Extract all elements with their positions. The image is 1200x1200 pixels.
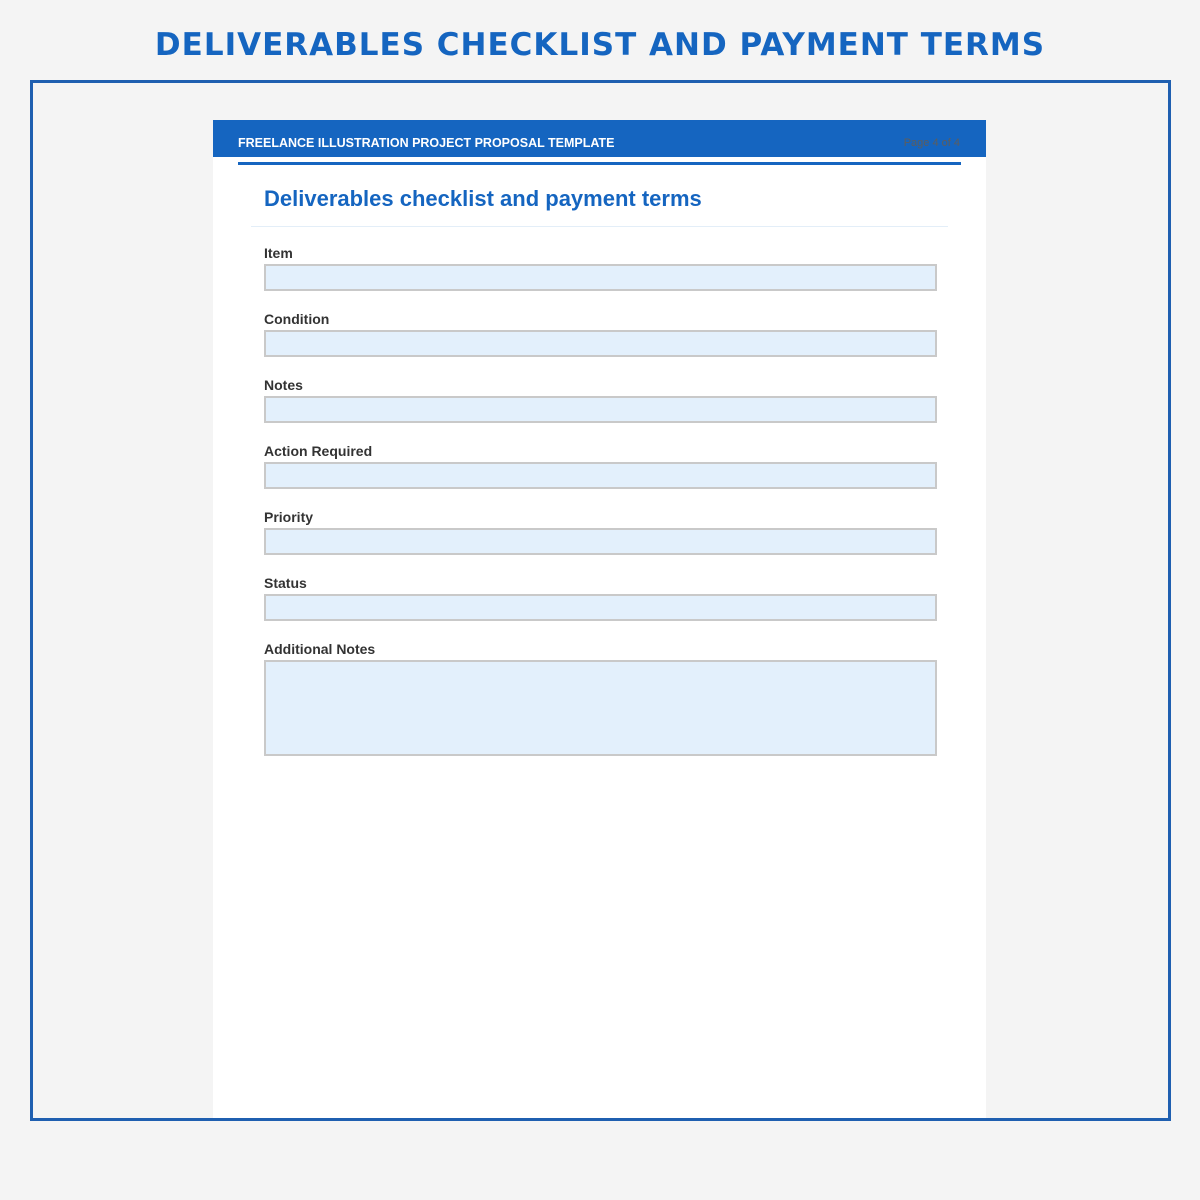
section-heading: Deliverables checklist and payment terms — [264, 186, 702, 211]
additional-notes-textarea[interactable] — [264, 660, 937, 756]
header-divider — [238, 162, 961, 165]
priority-label: Priority — [264, 509, 314, 525]
notes-label: Notes — [264, 377, 303, 393]
priority-field-group — [264, 509, 937, 555]
action-required-label: Action Required — [264, 443, 373, 459]
item-field-group — [264, 245, 937, 291]
page-indicator: Page 4 of 4 — [903, 137, 960, 149]
additional-notes-field-group — [264, 641, 937, 756]
item-label: Item — [264, 245, 293, 261]
deliverables-form — [264, 245, 937, 776]
status-field-group — [264, 575, 937, 621]
page-title: DELIVERABLES CHECKLIST AND PAYMENT TERMS — [154, 27, 1046, 63]
document-frame — [30, 80, 1171, 1121]
additional-notes-label: Additional Notes — [264, 641, 376, 657]
status-label: Status — [264, 575, 307, 591]
condition-input[interactable] — [264, 330, 937, 357]
notes-input[interactable] — [264, 396, 937, 423]
document-page — [213, 120, 986, 1121]
document-header-bar — [213, 120, 986, 157]
action-required-field-group — [264, 443, 937, 489]
notes-field-group — [264, 377, 937, 423]
item-input[interactable] — [264, 264, 937, 291]
condition-field-group — [264, 311, 937, 357]
section-divider — [251, 226, 948, 227]
status-input[interactable] — [264, 594, 937, 621]
action-required-input[interactable] — [264, 462, 937, 489]
priority-input[interactable] — [264, 528, 937, 555]
condition-label: Condition — [264, 311, 330, 327]
document-header-title: FREELANCE ILLUSTRATION PROJECT PROPOSAL TEMPLATE — [238, 136, 615, 150]
